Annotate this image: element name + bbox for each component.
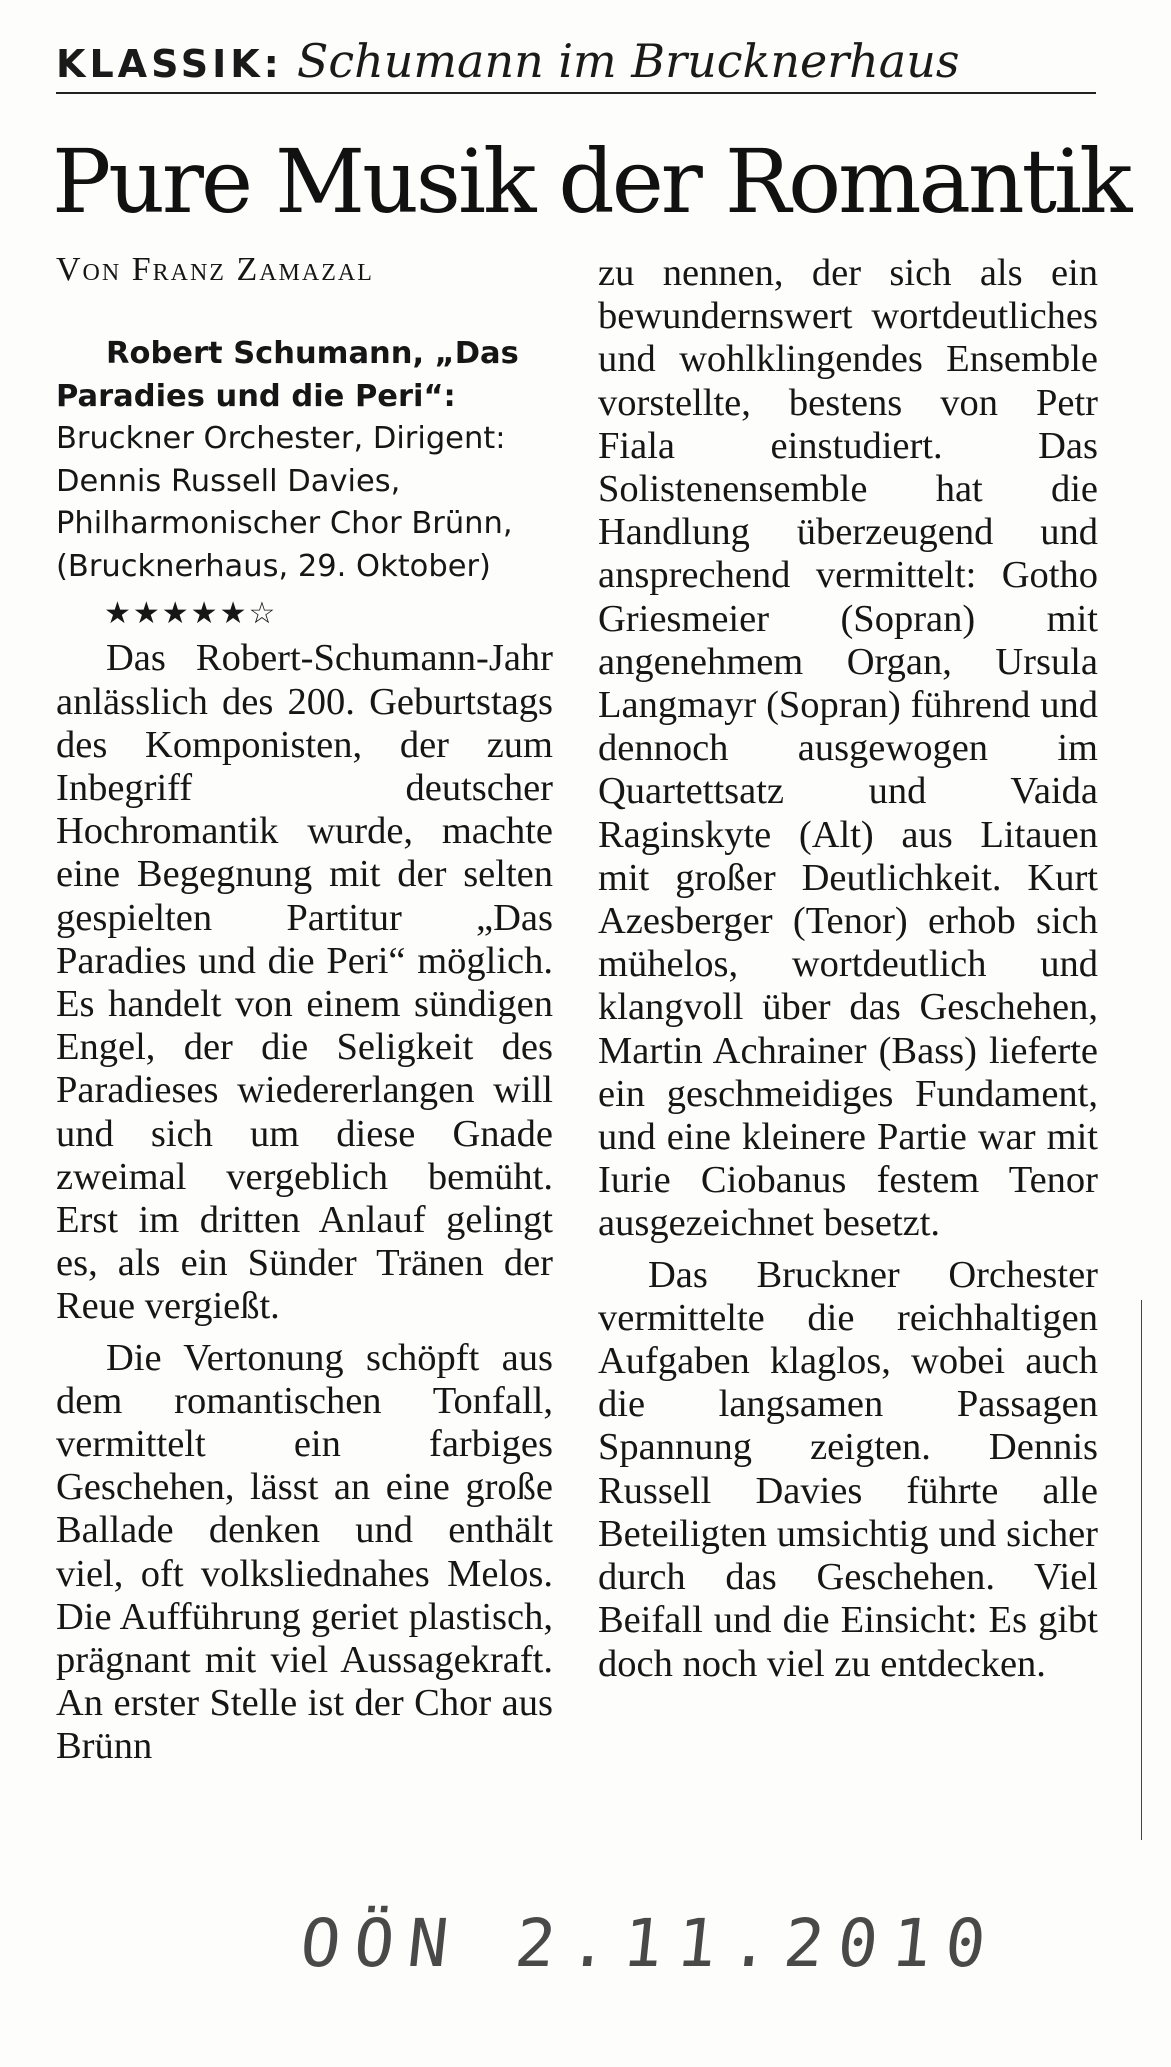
handwritten-date-note: OÖN 2.11.2010	[296, 1905, 1004, 1982]
paragraph-composition: Die Vertonung schöpft aus dem romantischen Tonfall, vermittelt ein farbiges Geschehen, lässt an eine große Ballade denken und enthält viel, oft volksliednahes Melos. Die Aufführung geriet plastisch, prägnant mit viel Aussagekraft. An erster Stelle ist der Chor aus Brünn	[56, 1336, 553, 1768]
section-title: Schumann im Brucknerhaus	[296, 34, 960, 88]
section-kicker	[56, 34, 1096, 94]
performance-details: Bruckner Orchester, Dirigent: Dennis Russell Davies, Philharmonischer Chor Brünn, (Brucknerhaus, 29. Oktober)	[56, 421, 513, 584]
header-rule	[56, 92, 1096, 94]
article-column-left	[56, 248, 553, 1769]
article-column-right	[598, 252, 1098, 1686]
byline: Von Franz Zamazal	[56, 251, 374, 288]
paragraph-orchestra: Das Bruckner Orchester vermittelte die reichhaltigen Aufgaben klaglos, wobei auch die langsamen Passagen Spannung zeigten. Dennis Russell Davies führte alle Beteiligten umsichtig und sicher durch das Geschehen. Viel Beifall und die Einsicht: Es gibt doch noch viel zu entdecken.	[598, 1253, 1098, 1685]
paragraph-performers: zu nennen, der sich als ein bewundernswert wortdeutliches und wohlklingendes Ensemble vorstellte, bestens von Petr Fiala einstudiert. Das Solistenensemble hat die Handlung überzeugend und ansprechend vermittelt: Gotho Griesmeier (Sopran) mit angenehmem Organ, Ursula Langmayr (Sopran) führend und dennoch ausgewogen im Quartettsatz und Vaida Raginskyte (Alt) aus Litauen mit großer Deutlichkeit. Kurt Azesberger (Tenor) erhob sich mühelos, wortdeutlich und klangvoll über das Geschehen, Martin Achrainer (Bass) lieferte ein geschmeidiges Fundament, und eine kleinere Partie war mit Iurie Ciobanus festem Tenor ausgezeichnet besetzt.	[598, 252, 1098, 1245]
performance-infobox	[56, 333, 553, 588]
work-title-line2: Paradies und die Peri“:	[56, 378, 456, 414]
paragraph-intro: Das Robert-Schumann-Jahr anlässlich des 200. Geburtstags des Komponisten, der zum Inbegriff deutscher Hochromantik wurde, machte eine Begegnung mit der selten gespielten Partitur „Das Paradies und die Peri“ möglich. Es handelt von einem sündigen Engel, der die Seligkeit des Paradieses wiedererlangen will und sich um diese Gnade zweimal vergeblich bemüht. Erst im dritten Anlauf gelingt es, als ein Sünder Tränen der Reue vergießt.	[56, 637, 553, 1328]
work-title-line1: Robert Schumann, „Das	[106, 336, 519, 372]
article-headline: Pure Musik der Romantik	[52, 130, 1130, 233]
section-label: KLASSIK:	[56, 42, 283, 86]
column-edge-rule	[1141, 1300, 1142, 1840]
star-rating: ★★★★★☆	[104, 596, 278, 632]
